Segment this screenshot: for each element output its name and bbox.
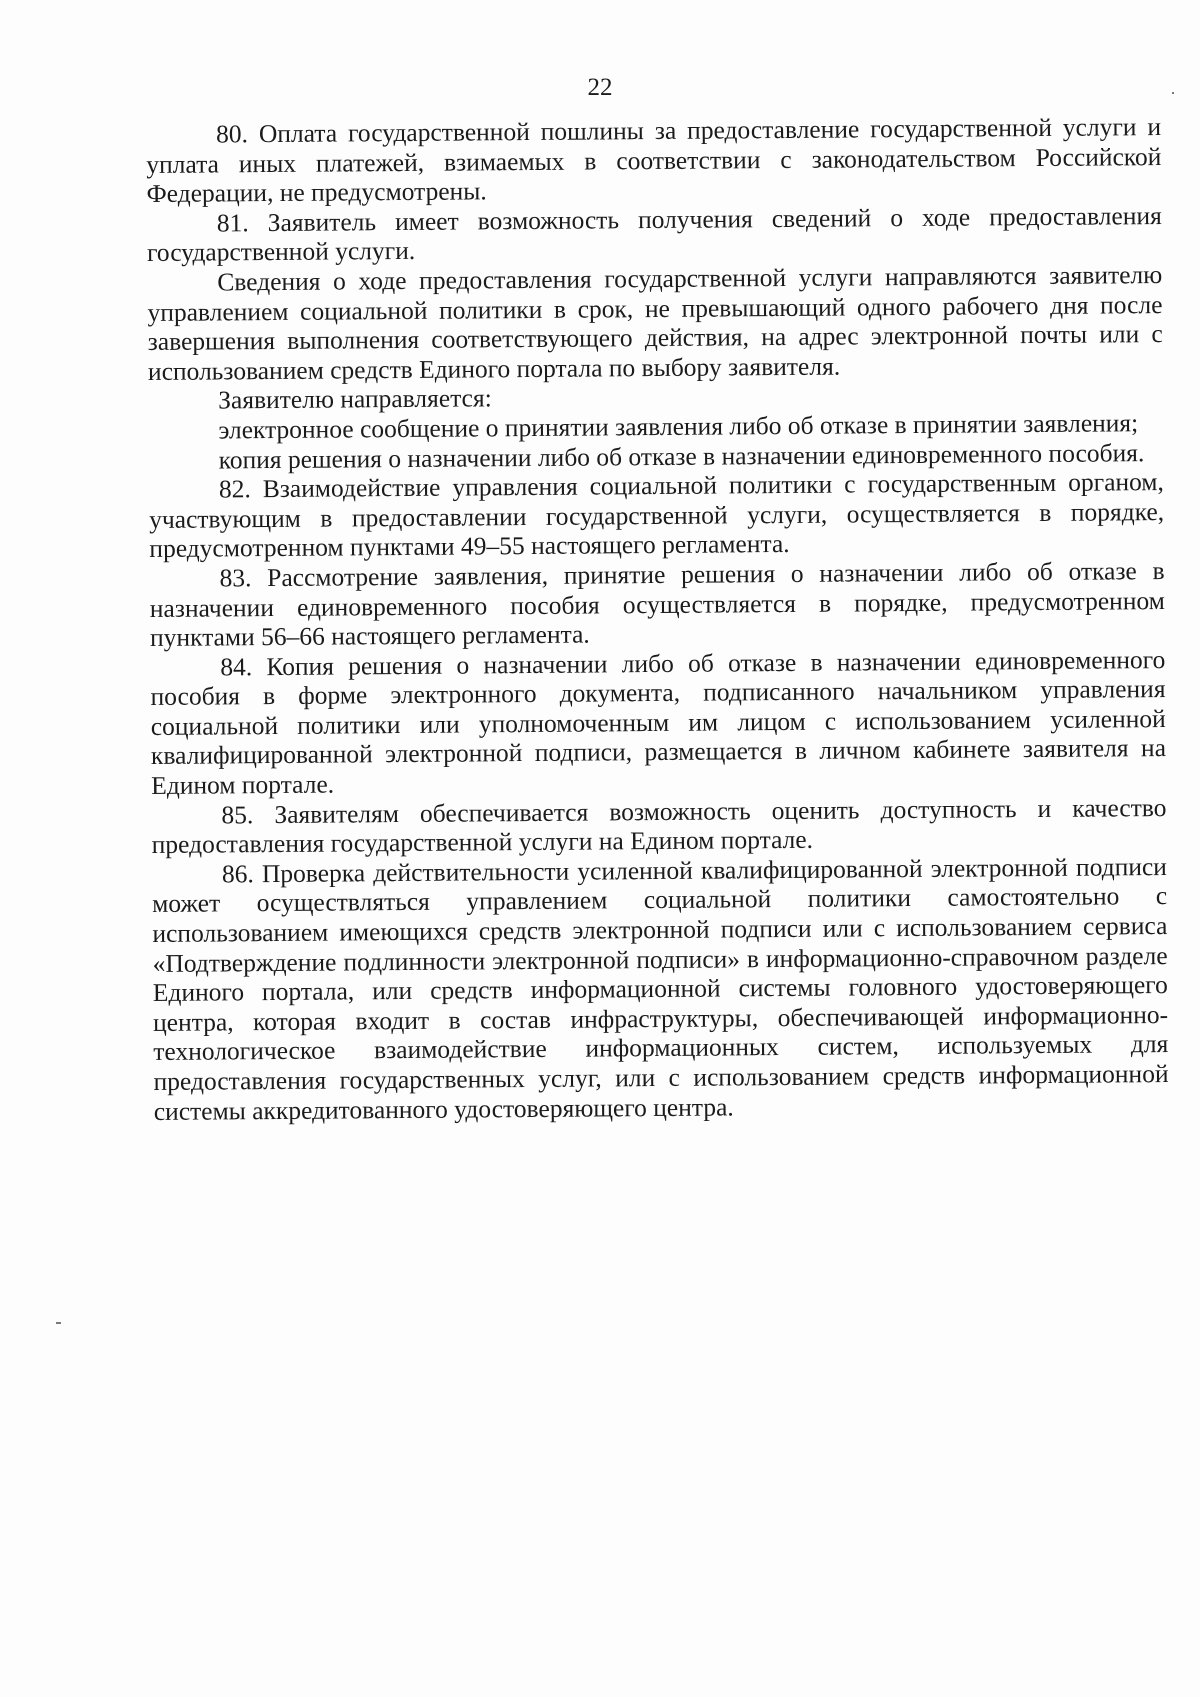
paragraph-decision-copy: копия решения о назначении либо об отказе в назначении единовременного пособия. bbox=[218, 437, 1145, 474]
paragraph-81: 81. Заявитель имеет возможность получения сведений о ходе предоставления государственной услуги. bbox=[146, 200, 1162, 268]
paragraph-85: 85. Заявителям обеспечивается возможность оценить доступность и качество предоставления государственной услуги на Едином портале. bbox=[151, 792, 1167, 860]
document-body bbox=[146, 112, 1169, 1126]
paragraph-83: 83. Рассмотрение заявления, принятие решения о назначении либо об отказе в назначении единовременного пособия осуществляется в порядке, предусмотренном пунктами 56–66 настоящего регламента. bbox=[149, 555, 1165, 653]
paragraph-82: 82. Взаимодействие управления социальной политики с государственным органом, участвующим в предоставлении государственной услуги, осуществляется в порядке, предусмотренном пунктами 49–55 настоящего регламента. bbox=[149, 467, 1165, 564]
paragraph-electronic-message: электронное сообщение о принятии заявления либо об отказе в принятии заявления; bbox=[218, 408, 1139, 445]
scan-speck-right bbox=[1172, 92, 1174, 94]
paragraph-84: 84. Копия решения о назначении либо об отказе в назначении единовременного пособия в форме электронного документа, подписанного начальником управления социальной политики или уполномоченным им лицом с использованием усиленной квалифицированной электронной подписи, размещается в личном кабинете заявителя на Едином портале. bbox=[150, 644, 1167, 801]
paragraph-80: 80. Оплата государственной пошлины за предоставление государственной услуги и уплата иных платежей, взимаемых в соответствии с законодательством Российской Федерации, не предусмотрены. bbox=[146, 112, 1162, 209]
scan-speck-left bbox=[56, 1322, 61, 1324]
paragraph-status-info: Сведения о ходе предоставления государственной услуги направляются заявителю управлением социальной политики в срок, не превышающий одного рабочего дня после завершения выполнения соответствующего действия, на адрес электронной почты или с использованием средств Единого портала по выбору заявителя. bbox=[147, 259, 1163, 386]
paragraph-applicant-sent: Заявителю направляется: bbox=[218, 383, 492, 415]
paragraph-86: 86. Проверка действительности усиленной квалифицированной электронной подписи может осуществляться управлением социальной политики самостоятельно с использованием имеющихся средств электронной подписи или с использованием сервиса «Подтверждение подлинности электронной подписи» в информационно-справочном разделе Единого портала, или средств информационной системы головного удостоверяющего центра, которая входит в состав инфраструктуры, обеспечивающей информационно-технологическое взаимодействие информационных систем, используемых для предоставления государственных услуг, или с использованием средств информационной системы аккредитованного удостоверяющего центра. bbox=[152, 851, 1169, 1126]
page-number: 22 bbox=[587, 74, 613, 101]
